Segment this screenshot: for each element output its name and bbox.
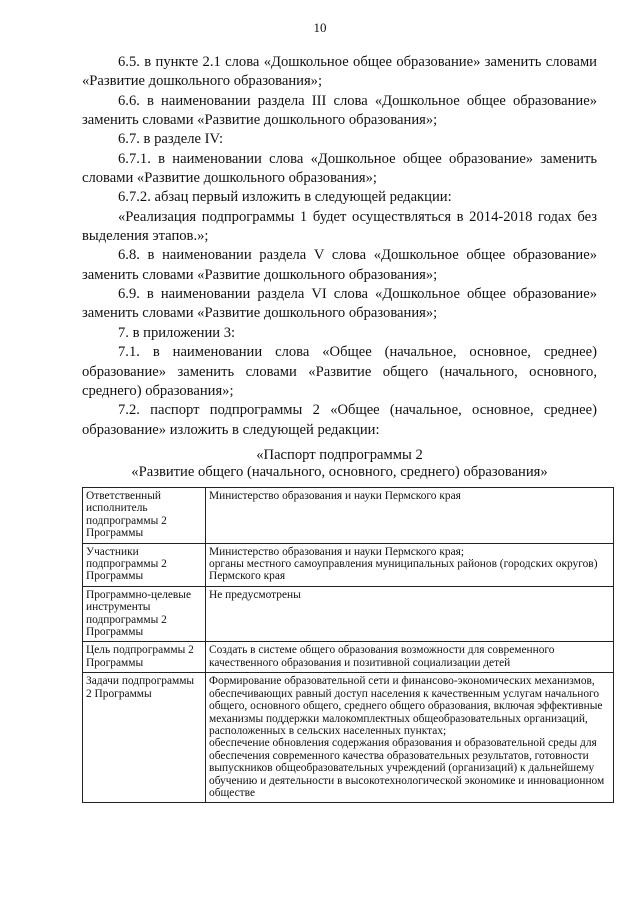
table-row <box>83 673 614 803</box>
row-value <box>206 642 614 673</box>
page-number: 10 <box>313 20 327 35</box>
row-value <box>206 586 614 642</box>
passport-title <box>82 447 597 481</box>
table-row <box>83 488 614 544</box>
row-value-line: Создать в системе общего образования возможности для современного качественного образования и позитивной социализации детей <box>209 644 555 669</box>
paragraph: 7.2. паспорт подпрограммы 2 «Общее (начальное, основное, среднее) образование» изложить в следующей редакции: <box>82 402 597 438</box>
row-value-line: Министерство образования и науки Пермского края <box>209 490 461 502</box>
table-row <box>83 543 614 586</box>
row-value-line: Не предусмотрены <box>209 588 301 601</box>
paragraph: 6.6. в наименовании раздела III слова «Дошкольное общее образование» заменить словами «Развитие дошкольного образования»; <box>82 92 597 129</box>
row-label: Задачи подпрограммы 2 Программы <box>83 673 206 803</box>
row-value <box>206 488 614 544</box>
table-row <box>83 586 614 642</box>
paragraph: 6.7.1. в наименовании слова «Дошкольное общее образование» заменить словами «Развитие дошкольного образования»; <box>82 150 597 187</box>
paragraph: «Реализация подпрограммы 1 будет осуществляться в 2014-2018 годах без выделения этапов.»; <box>82 208 597 245</box>
row-label: Программно-целевые инструменты подпрограммы 2 Программы <box>83 586 206 642</box>
row-value-line: Министерство образования и науки Пермского края; <box>209 545 465 558</box>
paragraph: 7. в приложении 3: <box>118 324 236 341</box>
row-value <box>206 673 614 803</box>
paragraph: 6.7.2. абзац первый изложить в следующей редакции: <box>118 189 452 206</box>
row-label: Участники подпрограммы 2 Программы <box>83 543 206 586</box>
row-value <box>206 543 614 586</box>
paragraph: 6.7. в разделе IV: <box>118 131 224 148</box>
passport-title-line: «Развитие общего (начального, основного, среднего) образования» <box>131 464 548 480</box>
paragraph: 7.1. в наименовании слова «Общее (начальное, основное, среднее) образование» заменить словами «Развитие общего (начального, основного, среднего) образования»; <box>82 344 597 399</box>
paragraph: 6.9. в наименовании раздела VI слова «Дошкольное общее образование» заменить словами «Развитие дошкольного образования»; <box>82 286 597 322</box>
table-row <box>83 642 614 673</box>
row-label: Цель подпрограммы 2 Программы <box>83 642 206 673</box>
passport-table <box>82 487 614 803</box>
row-value-line: Формирование образовательной сети и финансово-экономических механизмов, обеспечивающих равный доступ населения к качественным услугам начального общего, основного общего, среднего общего образования, включая эффективные механизмы поддержки малокомплектных общеобразовательных организаций, расположенных в сельских населенных пунктах; <box>209 675 603 737</box>
paragraph: 6.8. в наименовании раздела V слова «Дошкольное общее образование» заменить словами «Развитие дошкольного образования»; <box>82 247 597 283</box>
passport-title-line: «Паспорт подпрограммы 2 <box>256 447 423 463</box>
paragraph: 6.5. в пункте 2.1 слова «Дошкольное общее образование» заменить словами «Развитие дошкольного образования»; <box>82 54 597 90</box>
row-value-line: органы местного самоуправления муниципальных районов (городских округов) Пермского края <box>209 558 598 583</box>
amendment-text <box>82 53 597 440</box>
row-value-line: обеспечение обновления содержания образования и образовательной среды для обеспечения современного качества образовательных результатов, готовности выпускников общеобразовательных учреждений (организаций) к дальнейшему обучению и деятельности в высокотехнологической экономике и инновационном обществе <box>209 737 605 799</box>
row-label: Ответственный исполнитель подпрограммы 2 Программы <box>83 488 206 544</box>
